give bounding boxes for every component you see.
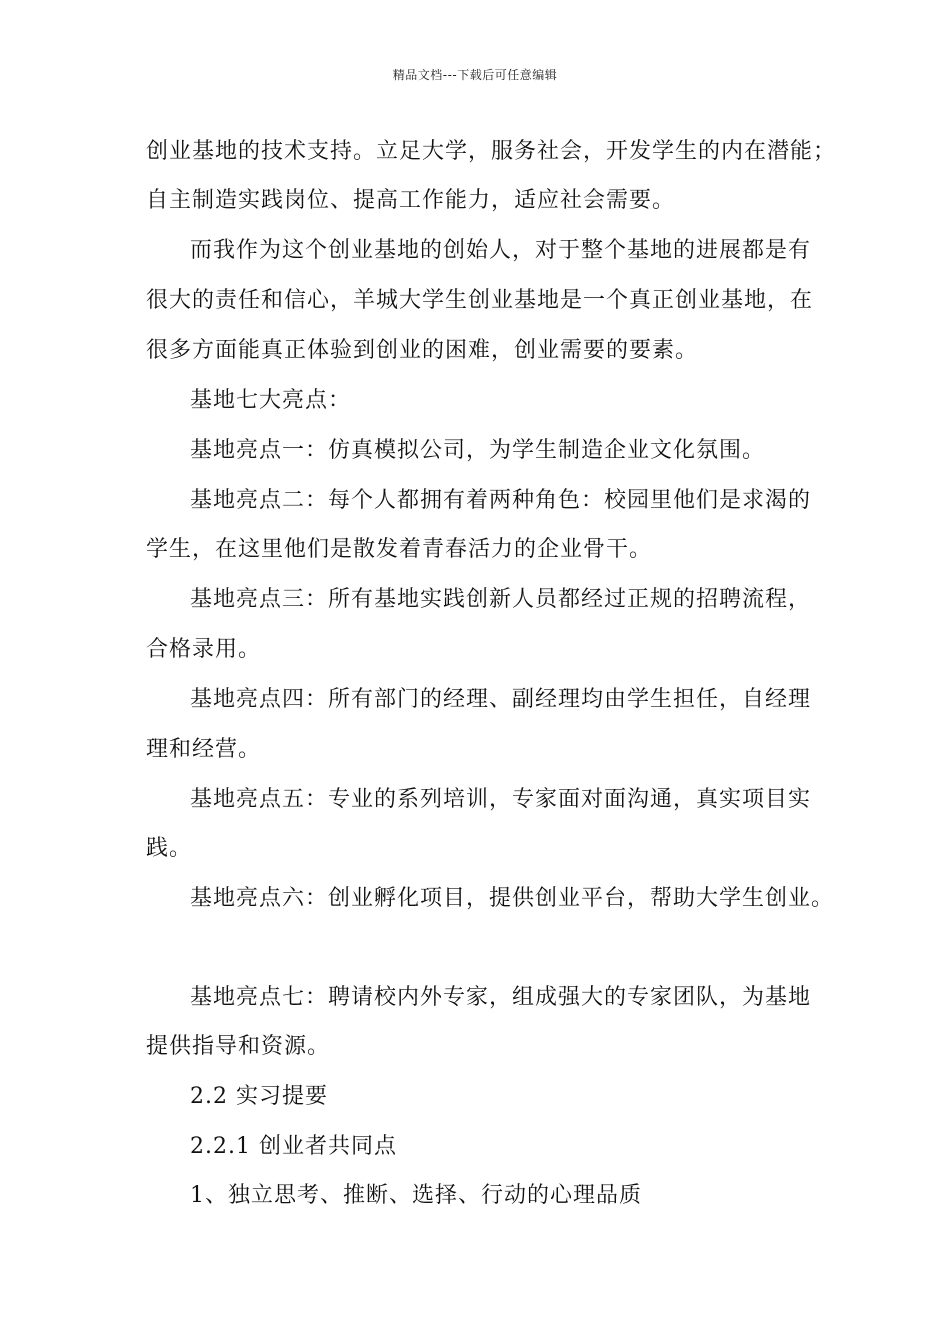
- section-heading: 2.2 实习提要: [190, 1084, 328, 1109]
- highlight-item: 基地亮点三：所有基地实践创新人员都经过正规的招聘流程，: [190, 587, 812, 612]
- paragraph-line: 理和经营。: [146, 737, 262, 762]
- paragraph-line: 创业基地的技术支持。立足大学，服务社会，开发学生的内在潜能；: [146, 139, 837, 164]
- highlight-item: 基地亮点一：仿真模拟公司，为学生制造企业文化氛围。: [190, 438, 766, 463]
- paragraph-line: 践。: [146, 836, 193, 861]
- paragraph-line: 很多方面能真正体验到创业的困难，创业需要的要素。: [146, 338, 699, 363]
- highlight-item: 基地亮点五：专业的系列培训，专家面对面沟通，真实项目实: [190, 787, 812, 812]
- highlight-item: 基地亮点四：所有部门的经理、副经理均由学生担任，自经理: [190, 687, 812, 712]
- list-item: 1、独立思考、推断、选择、行动的心理品质: [190, 1183, 642, 1208]
- section-heading: 基地七大亮点：: [190, 388, 352, 413]
- highlight-item: 基地亮点二：每个人都拥有着两种角色：校园里他们是求渴的: [190, 488, 812, 513]
- paragraph-line: 很大的责任和信心，羊城大学生创业基地是一个真正创业基地，在: [146, 288, 814, 313]
- paragraph-line: 合格录用。: [146, 637, 262, 662]
- paragraph-line: 自主制造实践岗位、提高工作能力，适应社会需要。: [146, 188, 676, 213]
- paragraph-line: 而我作为这个创业基地的创始人，对于整个基地的进展都是有: [190, 238, 812, 263]
- highlight-item: 基地亮点六：创业孵化项目，提供创业平台，帮助大学生创业。: [190, 886, 835, 911]
- page-header: 精品文档---下载后可任意编辑: [392, 68, 558, 82]
- highlight-item: 基地亮点七：聘请校内外专家，组成强大的专家团队，为基地: [190, 985, 812, 1010]
- subsection-heading: 2.2.1 创业者共同点: [190, 1134, 397, 1159]
- paragraph-line: 学生，在这里他们是散发着青春活力的企业骨干。: [146, 537, 653, 562]
- paragraph-line: 提供指导和资源。: [146, 1034, 331, 1059]
